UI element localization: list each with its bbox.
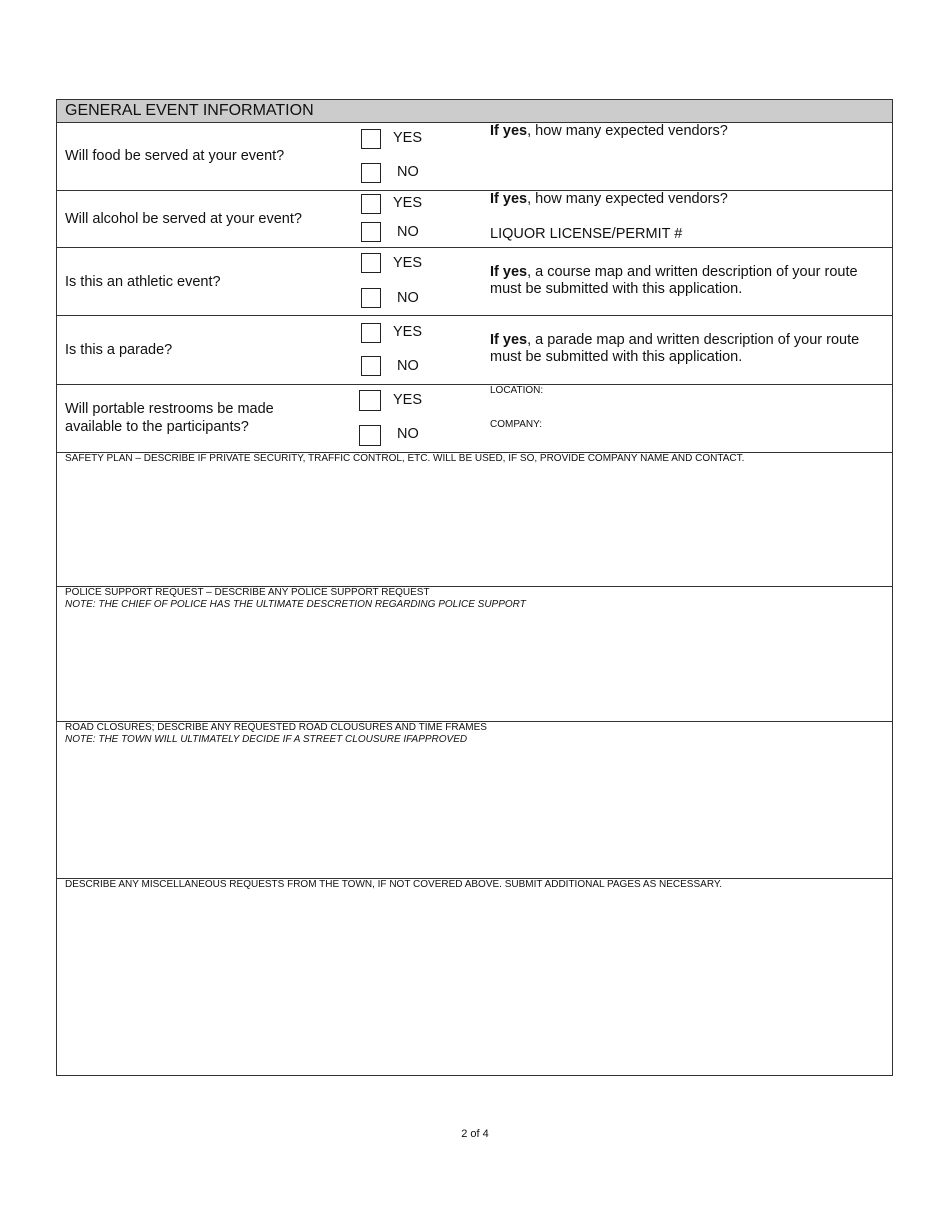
parade-yes-checkbox[interactable]: [361, 323, 381, 343]
location-label: LOCATION:: [490, 385, 544, 396]
restrooms-question-line1: Will portable restrooms be made: [65, 401, 274, 417]
road-closures-note: NOTE: THE TOWN WILL ULTIMATELY DECIDE IF A STREET CLOUSURE IFAPPROVED: [65, 734, 468, 745]
if-yes-bold: If yes: [490, 123, 528, 139]
athletic-no-checkbox[interactable]: [361, 288, 381, 308]
parade-no-label: NO: [397, 358, 419, 374]
food-no-label: NO: [397, 164, 419, 180]
alcohol-if-yes-text: [490, 191, 890, 208]
road-closures-title: ROAD CLOSURES; DESCRIBE ANY REQUESTED ROAD CLOUSURES AND TIME FRAMES: [65, 722, 487, 733]
restrooms-question: [65, 400, 274, 436]
restrooms-row: [57, 385, 892, 453]
road-closures-input[interactable]: [61, 750, 888, 876]
food-if-yes-text: [490, 123, 890, 140]
police-support-title: POLICE SUPPORT REQUEST – DESCRIBE ANY POLICE SUPPORT REQUEST: [65, 587, 430, 598]
misc-requests-section: [57, 879, 892, 1075]
road-closures-label: [65, 722, 487, 746]
section-header: [57, 100, 892, 123]
police-support-input[interactable]: [61, 615, 888, 719]
if-yes-bold: If yes: [490, 264, 528, 280]
restrooms-yes-checkbox[interactable]: [359, 390, 381, 411]
page-number: 2 of 4: [461, 1128, 489, 1140]
athletic-no-label: NO: [397, 290, 419, 306]
alcohol-yes-label: YES: [393, 195, 423, 211]
parade-question: Is this a parade?: [65, 342, 173, 358]
athletic-if-yes-text: [490, 264, 890, 298]
food-row: [57, 123, 892, 191]
alcohol-no-label: NO: [397, 224, 419, 240]
if-yes-rest: , how many expected vendors?: [527, 191, 728, 207]
alcohol-yes-checkbox[interactable]: [361, 194, 381, 214]
police-support-note: NOTE: THE CHIEF OF POLICE HAS THE ULTIMATE DESCRETION REGARDING POLICE SUPPORT: [65, 599, 526, 610]
liquor-license-label: LIQUOR LICENSE/PERMIT #: [490, 226, 683, 242]
athletic-yes-label: YES: [393, 255, 423, 271]
misc-requests-label: DESCRIBE ANY MISCELLANEOUS REQUESTS FROM THE TOWN, IF NOT COVERED ABOVE. SUBMIT ADDITIONAL PAGES AS NECESSARY.: [65, 879, 723, 890]
if-yes-bold: If yes: [490, 332, 528, 348]
alcohol-no-checkbox[interactable]: [361, 222, 381, 242]
if-yes-rest: , how many expected vendors?: [527, 123, 728, 139]
parade-if-yes-text: [490, 332, 890, 366]
food-yes-checkbox[interactable]: [361, 129, 381, 149]
athletic-question: Is this an athletic event?: [65, 274, 221, 290]
general-event-form: [56, 99, 893, 1076]
athletic-row: [57, 248, 892, 316]
police-support-section: [57, 587, 892, 722]
restrooms-yes-label: YES: [393, 392, 423, 408]
alcohol-row: [57, 191, 892, 248]
restrooms-no-checkbox[interactable]: [359, 425, 381, 446]
if-yes-bold: If yes: [490, 191, 528, 207]
misc-requests-input[interactable]: [61, 895, 888, 1071]
company-label: COMPANY:: [490, 419, 543, 430]
athletic-yes-checkbox[interactable]: [361, 253, 381, 273]
police-support-label: [65, 587, 526, 611]
road-closures-section: [57, 722, 892, 879]
safety-plan-input[interactable]: [61, 469, 888, 585]
if-yes-rest: , a parade map and written description of your route must be submitted with this application.: [490, 332, 860, 365]
parade-no-checkbox[interactable]: [361, 356, 381, 376]
safety-plan-section: [57, 453, 892, 587]
section-title: GENERAL EVENT INFORMATION: [65, 102, 314, 119]
parade-yes-label: YES: [393, 324, 423, 340]
restrooms-question-line2: available to the participants?: [65, 419, 249, 435]
restrooms-no-label: NO: [397, 426, 419, 442]
food-question: Will food be served at your event?: [65, 148, 285, 164]
food-yes-label: YES: [393, 130, 423, 146]
parade-row: [57, 316, 892, 385]
safety-plan-label: SAFETY PLAN – DESCRIBE IF PRIVATE SECURITY, TRAFFIC CONTROL, ETC. WILL BE USED, IF SO, PROVIDE COMPANY NAME AND CONTACT.: [65, 453, 745, 464]
if-yes-rest: , a course map and written description of your route must be submitted with this application.: [490, 264, 858, 297]
food-no-checkbox[interactable]: [361, 163, 381, 183]
alcohol-question: Will alcohol be served at your event?: [65, 211, 302, 227]
